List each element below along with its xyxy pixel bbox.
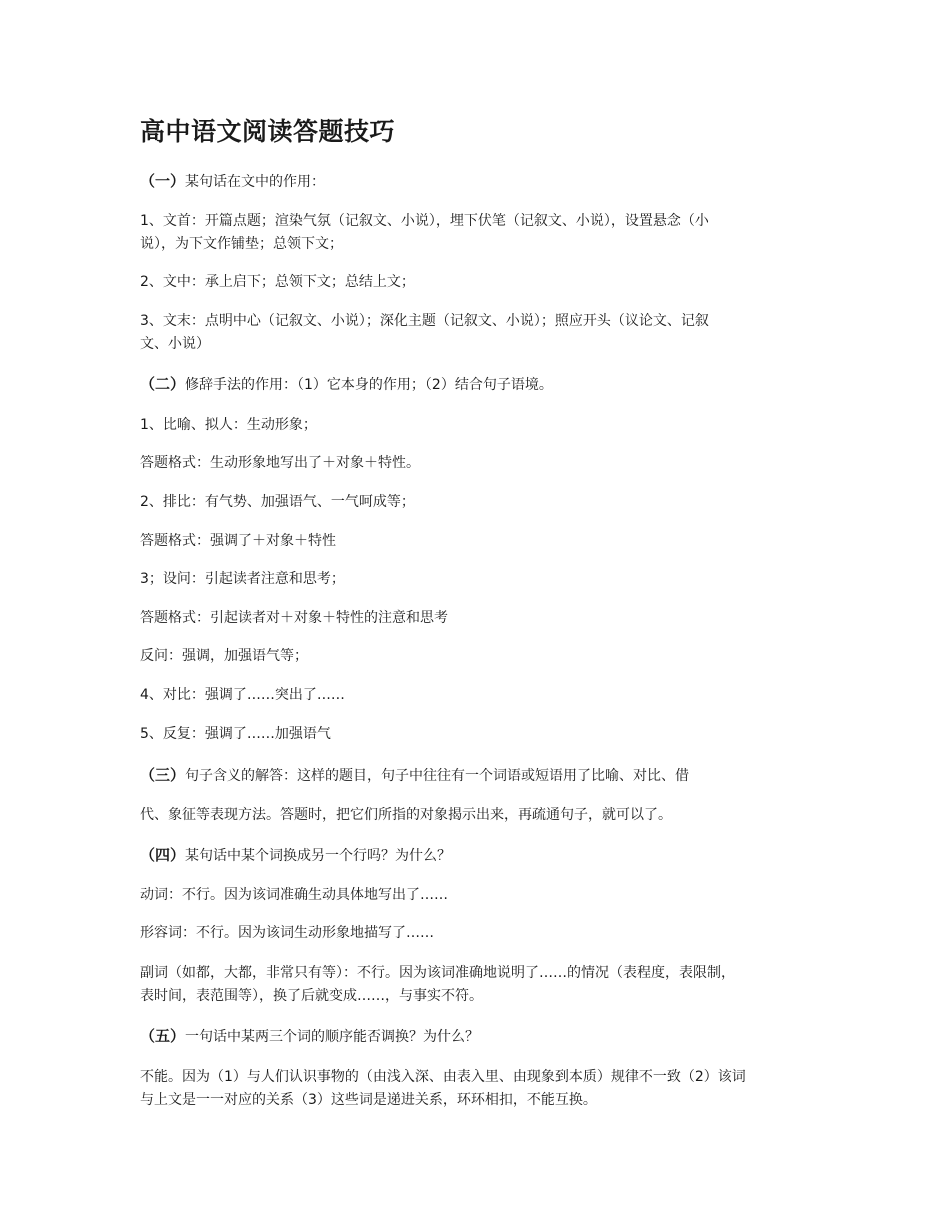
- body-text-line: 5、反复：强调了……加强语气: [140, 726, 331, 742]
- body-text-line: 不能。因为（1）与人们认识事物的（由浅入深、由表入里、由现象到本质）规律不一致（2）该词: [140, 1069, 746, 1085]
- document-title: 高中语文阅读答题技巧: [140, 117, 396, 146]
- section-text: 某句话中某个词换成另一个行吗？为什么？: [185, 848, 452, 864]
- body-text-line: 形容词：不行。因为该词生动形象地描写了……: [140, 925, 434, 941]
- body-text-line: 答题格式：强调了＋对象＋特性: [140, 533, 336, 549]
- body-text-line: 2、排比：有气势、加强语气、一气呵成等；: [140, 494, 415, 510]
- section-text: 修辞手法的作用：（1）它本身的作用；（2）结合句子语境。: [185, 377, 553, 393]
- section-heading: [140, 845, 451, 866]
- body-text-line: 文、小说）: [140, 336, 210, 352]
- section-heading: [140, 374, 553, 395]
- section-heading: [140, 765, 689, 786]
- body-text-line: 表时间，表范围等），换了后就变成……，与事实不符。: [140, 988, 483, 1004]
- body-text-line: 答题格式：生动形象地写出了＋对象＋特性。: [140, 455, 420, 471]
- section-number: （一）: [140, 172, 186, 190]
- section-text: 句子含义的解答：这样的题目，句子中往往有一个词语或短语用了比喻、对比、借: [185, 768, 690, 784]
- section-number: （二）: [140, 375, 186, 393]
- section-text: 某句话在文中的作用：: [185, 174, 326, 190]
- section-text: 一句话中某两三个词的顺序能否调换？为什么？: [185, 1029, 480, 1045]
- section-heading: [140, 171, 325, 192]
- section-heading: [140, 1026, 479, 1047]
- body-text-line: 3、文末：点明中心（记叙文、小说）；深化主题（记叙文、小说）；照应开头（议论文、记叙: [140, 313, 709, 329]
- section-number: （五）: [140, 1027, 186, 1045]
- body-text-line: 3；设问：引起读者注意和思考；: [140, 571, 345, 587]
- body-text-line: 反问：强调，加强语气等；: [140, 648, 308, 664]
- body-text-line: 4、对比：强调了……突出了……: [140, 687, 345, 703]
- body-text-line: 副词（如都，大都，非常只有等）：不行。因为该词准确地说明了……的情况（表程度，表限制，: [140, 965, 735, 981]
- body-text-line: 1、比喻、拟人：生动形象；: [140, 417, 317, 433]
- body-text-line: 代、象征等表现方法。答题时，把它们所指的对象揭示出来，再疏通句子，就可以了。: [140, 807, 672, 823]
- body-text-line: 与上文是一一对应的关系（3）这些词是递进关系，环环相扣，不能互换。: [140, 1092, 597, 1108]
- section-number: （三）: [140, 766, 186, 784]
- body-text-line: 2、文中：承上启下；总领下文；总结上文；: [140, 274, 415, 290]
- body-text-line: 答题格式：引起读者对＋对象＋特性的注意和思考: [140, 610, 448, 626]
- section-number: （四）: [140, 846, 186, 864]
- body-text-line: 1、文首：开篇点题；渲染气氛（记叙文、小说），埋下伏笔（记叙文、小说），设置悬念（小: [140, 213, 709, 229]
- body-text-line: 动词：不行。因为该词准确生动具体地写出了……: [140, 887, 448, 903]
- body-text-line: 说），为下文作铺垫；总领下文；: [140, 236, 343, 252]
